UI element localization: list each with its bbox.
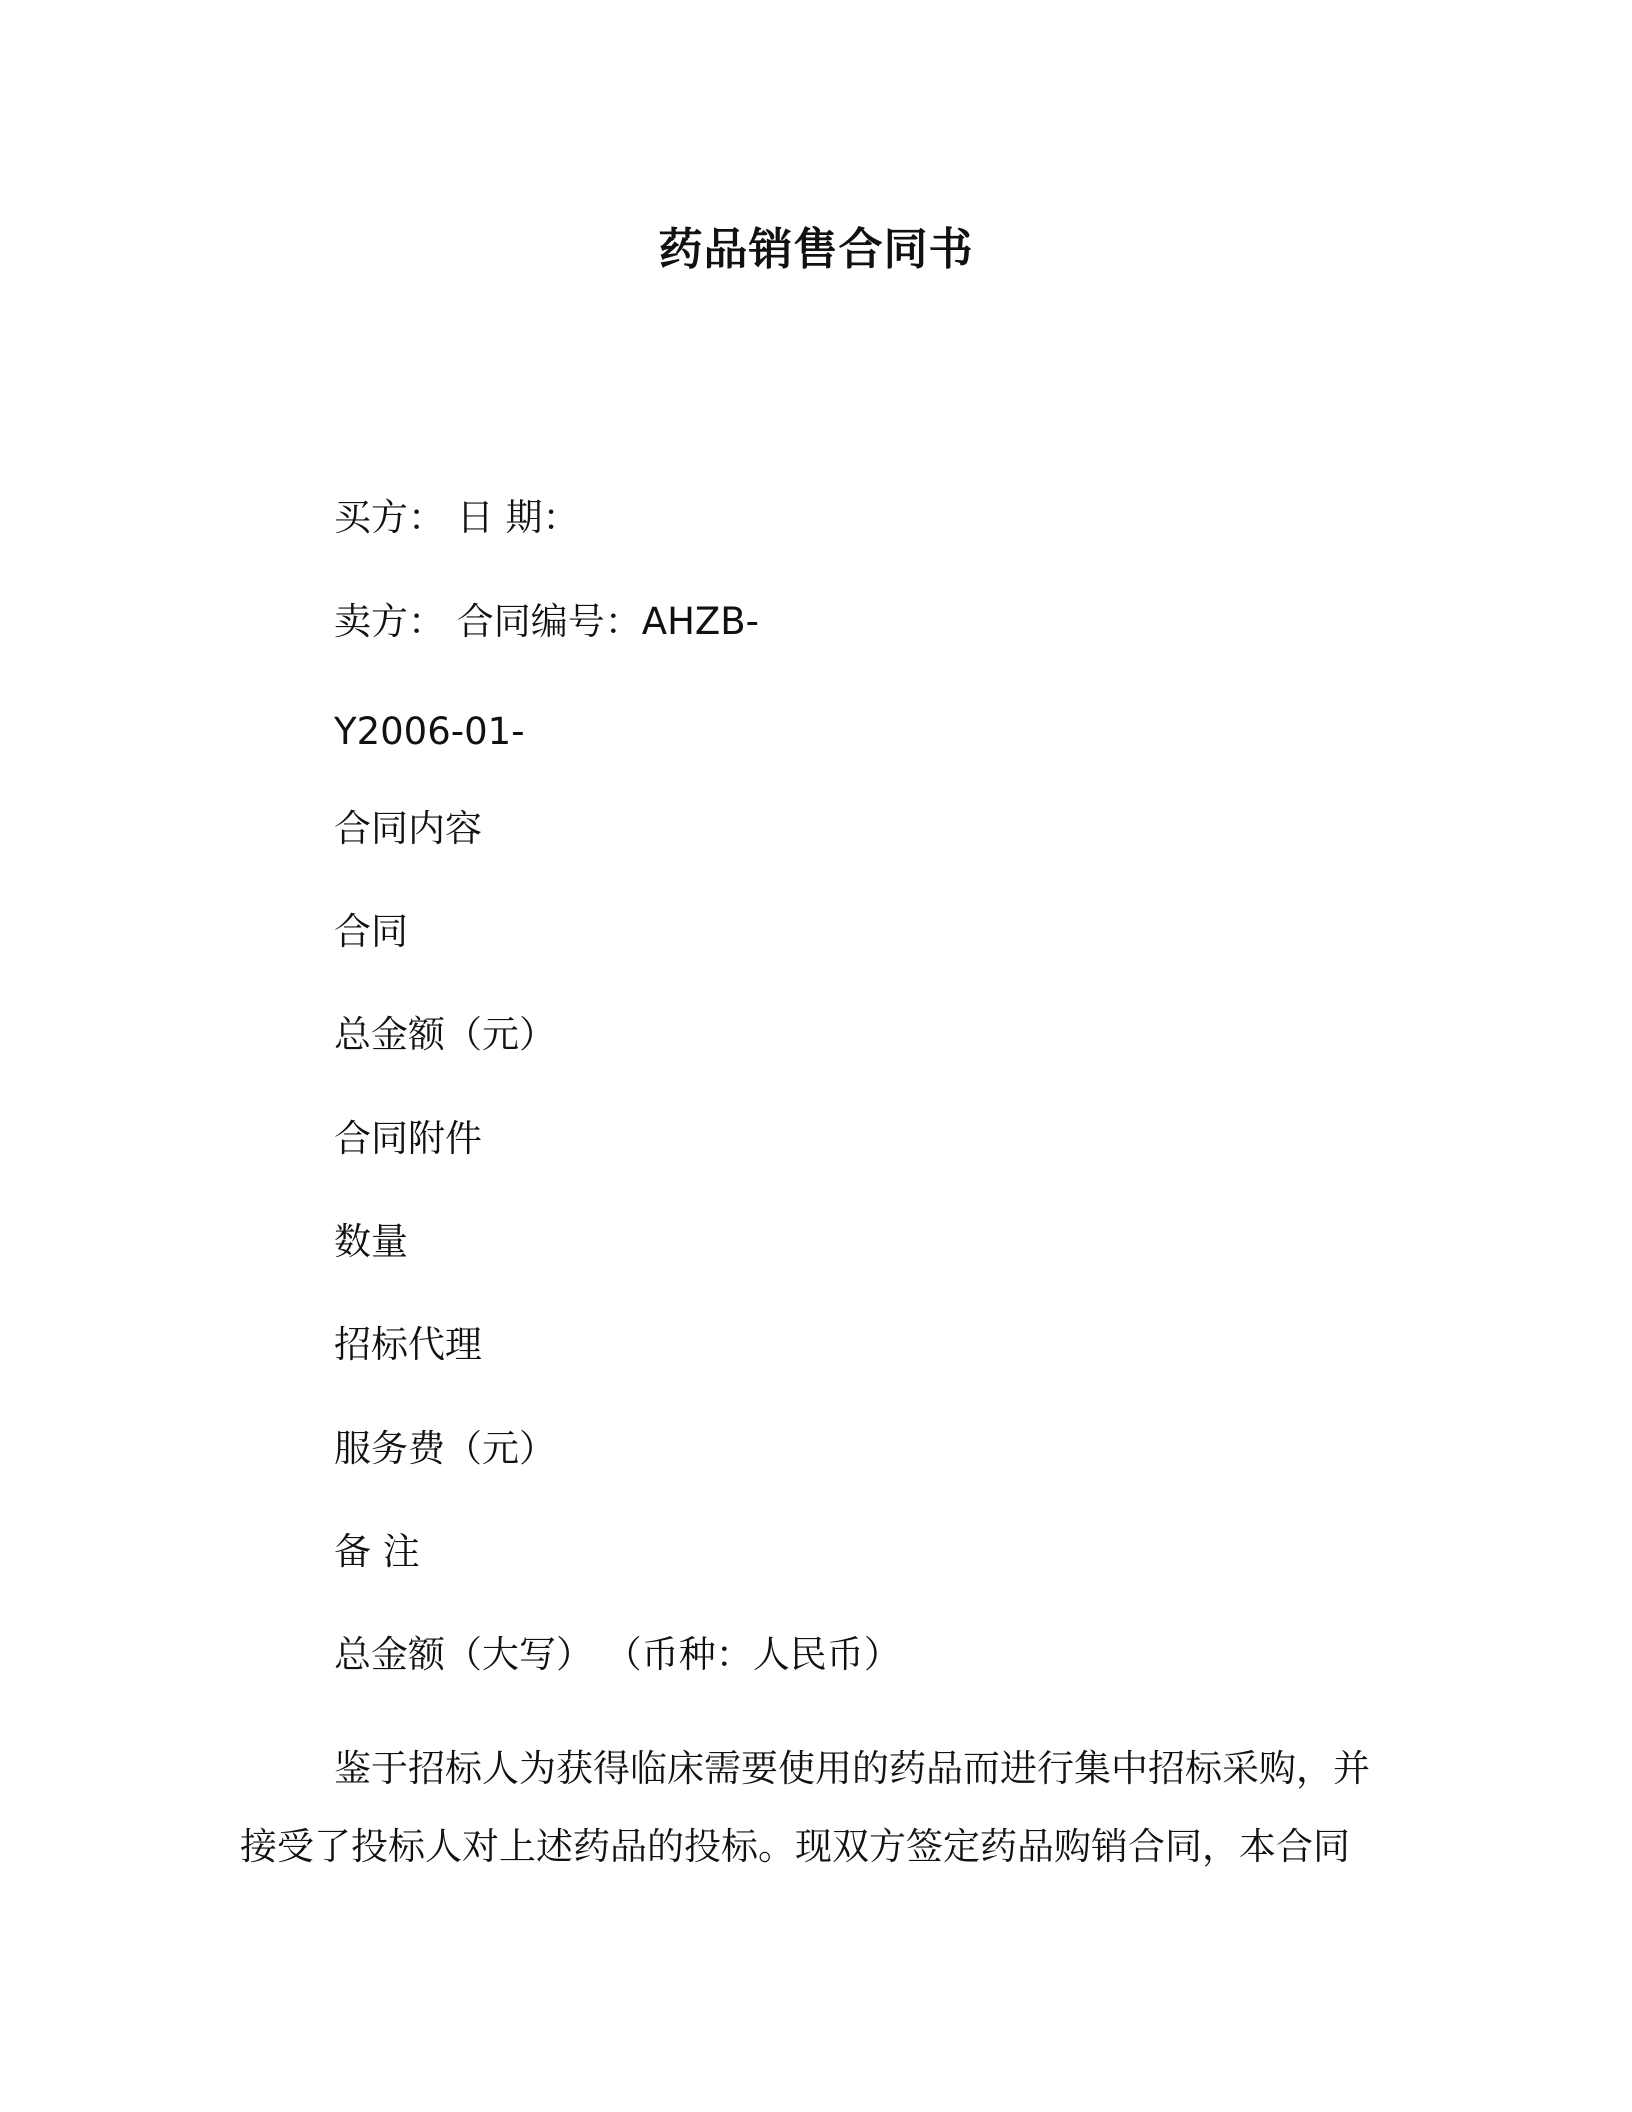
quantity-label: 数量 (334, 1220, 408, 1263)
paragraph-line-2: 接受了投标人对上述药品的投标。现双方签定药品购销合同，本合同 (240, 1825, 1350, 1868)
total-amount-words-label: 总金额（大写） （币种：人民币） (334, 1633, 901, 1676)
buyer-date-line: 买方： 日 期： (334, 496, 580, 539)
service-fee-label: 服务费（元） (334, 1427, 556, 1470)
body-paragraph (240, 1730, 1380, 1886)
tender-agent-label: 招标代理 (334, 1323, 482, 1366)
remarks-label: 备 注 (334, 1530, 420, 1573)
paragraph-line-1: 鉴于招标人为获得临床需要使用的药品而进行集中招标采购，并 (334, 1747, 1370, 1790)
total-amount-label: 总金额（元） (334, 1013, 556, 1056)
contract-label: 合同 (334, 910, 408, 953)
contract-number-continuation: Y2006-01- (334, 710, 525, 753)
contract-attachment-label: 合同附件 (334, 1117, 482, 1160)
contract-content-label: 合同内容 (334, 807, 482, 850)
document-title: 药品销售合同书 (658, 224, 974, 275)
seller-contract-number-line: 卖方： 合同编号：AHZB- (334, 600, 759, 643)
